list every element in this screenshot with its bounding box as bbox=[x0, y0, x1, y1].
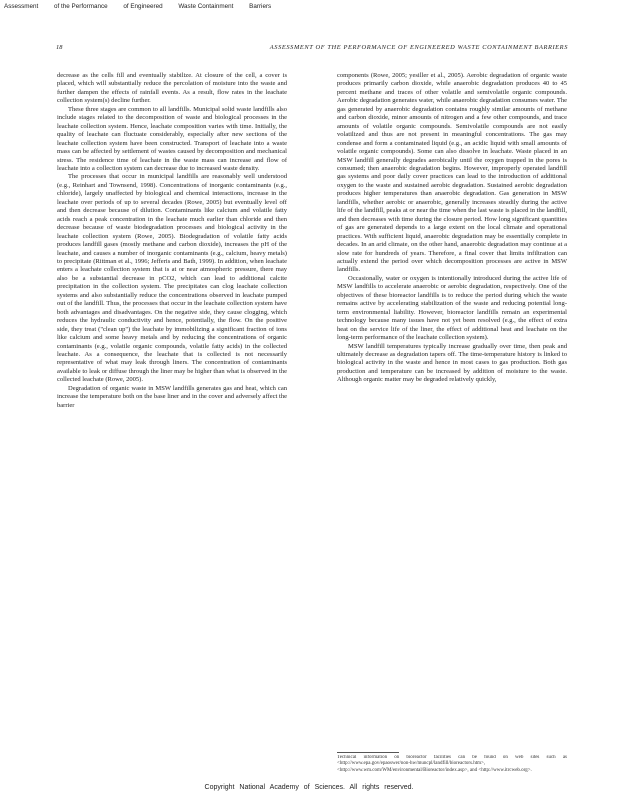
report-header-bar bbox=[4, 3, 614, 10]
body-paragraph: decrease as the cells fill and eventually stabilize. At closure of the cell, a cover is placed, which will substantially reduce the percolation of moisture into the waste and further dampen the effects of rainfall events. As a result, flow rates in the leachate collection system(s) decline further. bbox=[57, 72, 287, 105]
header-word: Assessment bbox=[4, 3, 39, 10]
page-number: 18 bbox=[56, 44, 63, 51]
body-paragraph: Occasionally, water or oxygen is intentionally introduced during the active life of MSW landfills to accelerate anaerobic or aerobic degradation, respectively. One of the objectives of these bioreactor landfills is to reduce the period during which the waste remains active by accelerating stabilization of the waste and reducing potential long-term environmental liability. However, bioreactor landfills remain an experimental technology because many issues have not yet been resolved (e.g., the effect of extra heat on the service life of the liner, the effect of additional heat and leachate on the long-term performance of the leachate collection system). bbox=[337, 274, 567, 342]
right-text-column bbox=[337, 72, 567, 647]
header-word: Waste Containment bbox=[178, 3, 234, 10]
left-text-column bbox=[57, 72, 287, 732]
body-paragraph: Degradation of organic waste in MSW landfills generates gas and heat, which can increase the temperature both on the base liner and in the cover and adversely affect the barrier bbox=[57, 384, 287, 409]
header-word: of the Performance bbox=[54, 3, 108, 10]
header-word: Barriers bbox=[249, 3, 272, 10]
body-paragraph: The processes that occur in municipal landfills are reasonably well understood (e.g., Reinhart and Townsend, 1998). Concentrations of inorganic contaminants (e.g., chloride), largely unaffected by biological and chemical interactions, increase in the leachate over periods of up to several decades (Rowe, 2005) but eventually level off and then decrease because of dilution. Contaminants like calcium and volatile fatty acids reach a peak concentration in the leachate much earlier than chloride and then decrease because of waste biodegradation processes and biological activity in the leachate collection system (Rowe, 2005). Biodegradation of volatile fatty acids produces landfill gases (mostly methane and carbon dioxide), increases the pH of the leachate, and causes a number of inorganic contaminants (e.g., calcium, heavy metals) to precipitate (Rittman et al., 1996; Jefferis and Bath, 1999). In addition, when leachate enters a leachate collection system that is at or near atmospheric pressure, there may also be a substantial decrease in pCO2, which can lead to additional calcite precipitation in the collection system. The precipitates can clog leachate collection systems and also substantially reduce the concentrations observed in leachate pumped out of the landfill. Thus, the processes that occur in the leachate collection system have both advantages and disadvantages. On the negative side, they cause clogging, which reduces the hydraulic conductivity and hence, potentially, the flow. On the positive side, they treat ("clean up") the leachate by immobilizing a significant fraction of ions like calcium and some heavy metals and by reducing the concentrations of organic contaminants (e.g., volatile organic compounds, volatile fatty acids) in the collected leachate. As a consequence, the leachate that is collected is not necessarily representative of what may leak through liners. The concentration of contaminants available to leak or diffuse through the liner may be higher than what is observed in the collected leachate (Rowe, 2005). bbox=[57, 173, 287, 384]
body-paragraph: MSW landfill temperatures typically increase gradually over time, then peak and ultimately decrease as degradation tapers off. The time-temperature history is linked to biological activity in the waste and hence in most cases to gas production. Both gas production and temperature can be increased by addition of moisture to the waste. Although organic matter may be degraded relatively quickly, bbox=[337, 342, 567, 384]
footnote-text: Technical information on bioreactor facilities can be found on web sites such as <http://www.epa.gov/epaoswer/non-hw/muncpl/landfill/bioreactors.htm>, <http://www.wm.com/WM/environmental/Bioreactor/index.asp>, and <http://www.itrcweb.org>. bbox=[337, 755, 567, 773]
header-word: of Engineered bbox=[123, 3, 163, 10]
body-paragraph: These three stages are common to all landfills. Municipal solid waste landfills also include stages related to the decomposition of waste and biological processes in the leachate collection system. Hence, leachate composition varies with time. Initially, the quality of leachate can fluctuate considerably, especially after new sections of the leachate collection system have been constructed. Transport of leachate into a waste mass can be affected by settlement of wastes caused by decomposition and mechanical stress. The residence time of leachate in the waste mass can increase and flow of leachate into a collection system can decrease due to increased waste density. bbox=[57, 105, 287, 172]
footnote bbox=[337, 755, 567, 785]
running-title: ASSESSMENT OF THE PERFORMANCE OF ENGINEERED WASTE CONTAINMENT BARRIERS bbox=[269, 44, 568, 51]
footnote-divider bbox=[337, 752, 399, 753]
copyright-notice: Copyright National Academy of Sciences. All rights reserved. bbox=[204, 784, 414, 791]
body-paragraph: components (Rowe, 2005; yesiller et al., 2005). Aerobic degradation of organic waste produces primarily carbon dioxide, while anaerobic degradation produces 40 to 45 percent methane and traces of other volatile and semivolatile organic compounds. Aerobic degradation generates water, while anaerobic degradation consumes water. The gas generated by anaerobic degradation contains roughly similar amounts of methane and carbon dioxide, minor amounts of nitrogen and a few other compounds, and trace amounts of volatile organic compounds. Semivolatile compounds are not easily volatilized and thus are not present in meaningful concentrations. The gas may condense and form a contaminated liquid (e.g., an acidic liquid with small amounts of volatile organic compounds). Some can also dissolve in leachate. Waste placed in an MSW landfill generally degrades aerobically until the oxygen trapped in the pores is consumed; then anaerobic degradation begins. However, improperly operated landfill gas systems and poor daily cover practices can lead to the introduction of additional oxygen to the waste and sustained aerobic degradation. Sustained aerobic degradation produces higher temperatures than anaerobic degradation. Gas generation in MSW landfills, whether aerobic or anaerobic, generally increases steadily during the active life of the landfill, peaks at or near the time when the last waste is placed in the landfill, and then decreases with time during the closure period. How long significant quantities of gas are generated depends to a large extent on the local climate and operational practices. With sufficient liquid, anaerobic degradation may be essentially complete in decades. In an arid climate, on the other hand, anaerobic degradation may continue at a slow rate for hundreds of years. Therefore, a final cover that limits infiltration can actually extend the period over which decomposition processes are active in MSW landfills. bbox=[337, 72, 567, 274]
